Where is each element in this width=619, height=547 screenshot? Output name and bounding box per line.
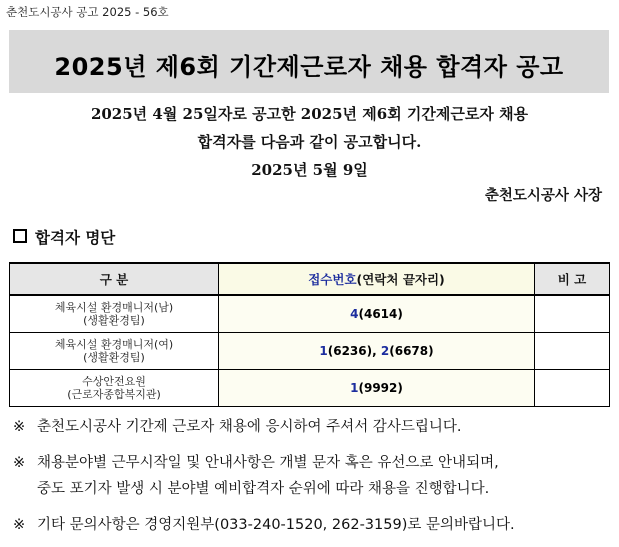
receipt-id: 1 — [350, 380, 359, 395]
signer: 춘천도시공사 사장 — [484, 187, 602, 204]
remarks-cell — [535, 370, 610, 407]
title-band — [9, 30, 609, 93]
receipt-id: 1 — [319, 343, 328, 358]
receipt-cell — [219, 333, 535, 370]
division-dept: (생활환경팀) — [83, 351, 145, 364]
note-schedule — [13, 451, 499, 472]
header-receipt-number: 접수번호 — [308, 272, 357, 287]
section-title: 합격자 명단 — [35, 229, 116, 247]
checkbox-square-icon — [13, 229, 27, 243]
header-phone-suffix: (연락처 끝자리) — [356, 272, 445, 287]
intro-line-2: 합격자를 다음과 같이 공고합니다. — [197, 133, 422, 151]
remarks-cell — [535, 295, 610, 333]
table-row — [10, 295, 610, 333]
receipt-cell — [219, 370, 535, 407]
division-cell — [10, 295, 219, 333]
phone-suffix: (6236) — [327, 343, 373, 358]
table-header-row — [10, 263, 610, 295]
phone-suffix: (6678) — [389, 343, 434, 358]
note-text: 채용분야별 근무시작일 및 안내사항은 개별 문자 혹은 유선으로 안내되며, — [37, 455, 499, 471]
reference-mark-icon: ※ — [13, 455, 26, 471]
note-thanks — [13, 415, 461, 436]
page-title: 2025년 제6회 기간제근로자 채용 합격자 공고 — [54, 53, 564, 81]
notice-number: 춘천도시공사 공고 2025 - 56호 — [6, 5, 169, 19]
note-text: 춘천도시공사 기간제 근로자 채용에 응시하여 주셔서 감사드립니다. — [37, 419, 462, 435]
intro-line-1: 2025년 4월 25일자로 공고한 2025년 제6회 기간제근로자 채용 — [90, 105, 529, 123]
phone-suffix: (4614) — [358, 306, 403, 321]
table-row — [10, 370, 610, 407]
section-heading — [13, 226, 115, 248]
reference-mark-icon: ※ — [13, 517, 26, 533]
note-schedule-continued: 중도 포기자 발생 시 분야별 예비합격자 순위에 따라 채용을 진행합니다. — [37, 481, 490, 497]
results-table — [9, 262, 610, 407]
receipt-id: 2 — [380, 343, 390, 358]
separator: , — [372, 343, 381, 358]
receipt-id: 4 — [350, 306, 359, 321]
note-contact — [13, 513, 515, 534]
reference-mark-icon: ※ — [13, 419, 26, 435]
phone-suffix: (9992) — [358, 380, 403, 395]
division-name: 수상안전요원 — [82, 375, 146, 388]
note-text: 기타 문의사항은 경영지원부(033-240-1520, 262-3159)로 문의바랍니다. — [37, 517, 515, 533]
division-cell — [10, 333, 219, 370]
division-name: 체육시설 환경매니저(여) — [54, 338, 174, 351]
division-name: 체육시설 환경매니저(남) — [54, 301, 174, 314]
table-row — [10, 333, 610, 370]
header-division: 구 분 — [10, 263, 219, 295]
remarks-cell — [535, 333, 610, 370]
header-remarks: 비 고 — [535, 263, 610, 295]
division-cell — [10, 370, 219, 407]
division-dept: (근로자종합복지관) — [67, 388, 161, 401]
receipt-cell — [219, 295, 535, 333]
announcement-date: 2025년 5월 9일 — [251, 161, 368, 179]
header-receipt — [219, 263, 535, 295]
division-dept: (생활환경팀) — [83, 314, 145, 327]
